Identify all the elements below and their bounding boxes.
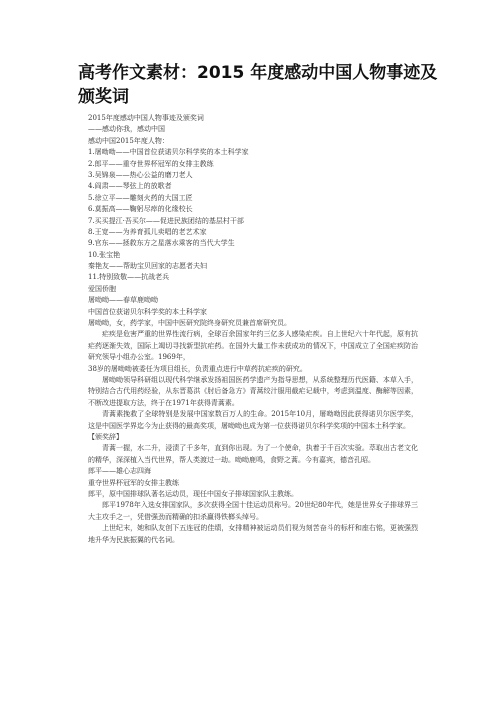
- list-item: 1.屠呦呦——中国首位获诺贝尔科学奖的本土科学家: [88, 148, 249, 157]
- paragraph: 青蒿素挽救了全球特别是发展中国家数百万人的生命。2015年10月，屠呦呦因此获得诺贝尔医学奖，这是中国医学界迄今为止获得的最高奖项，屠呦呦也成为第一位获得诺贝尔科学奖项的中国本土科学家。: [88, 410, 418, 430]
- section-subheading: 重夺世界杯冠军的女排主教练: [88, 478, 179, 487]
- document-title: 高考作文素材：2015 年度感动中国人物事迹及颁奖词: [78, 63, 438, 107]
- section-subheading: 中国首位获诺贝尔科学奖的本土科学家: [88, 307, 207, 316]
- text-line: 感动中国2015年度人物：: [88, 136, 169, 145]
- list-item: 11.特别致敬——抗战老兵: [88, 273, 170, 282]
- text-line: 2015年度感动中国人物事迹及颁奖词: [88, 114, 204, 122]
- list-item: 8.王宽——为养育孤儿卖唱的老艺术家: [88, 227, 207, 236]
- award-heading: 【颁奖辞】: [88, 433, 123, 442]
- list-item: 2.郎平——重夺世界杯冠军的女排主教练: [88, 159, 214, 168]
- paragraph: 上世纪末，她和队友创下五连冠的佳绩，女排精神被运动员们视为刻苦奋斗的标杆和座右铭，更被强烈地升华为民族振翼的代名词。: [88, 524, 418, 544]
- section-heading: 屠呦呦——春草鹿呦呦: [88, 296, 158, 305]
- paragraph: 疟疾是危害严重的世界性流行病，全球百余国家年约三亿多人感染疟疾。自上世纪六十年代起，原有抗疟药逐渐失效，国际上竭切寻找新型抗疟药。在国外大量工作未获成功的情况下，中国成立了全国疟疾防治研究领导小组办公室。1969年，: [88, 330, 418, 362]
- list-item: 5.徐立平——雕刻火药的大国工匠: [88, 193, 193, 202]
- text-line: ——感动你我，感动中国: [88, 125, 165, 134]
- paragraph: 屠呦呦领导科研组以现代科学继承发扬祖国医药学遗产为指导思想，从系统整理历代医籍、本草入手，特别结合古代用药经验，从东晋葛洪《肘后备急方》青蒿绞汁服用截疟记载中，考虑到温度、酶解等因素，不断改进提取方法，终于在1971年获得青蒿素。: [88, 376, 418, 407]
- text-line: 屠呦呦，女，药学家，中国中医研究院终身研究员兼首席研究员。: [88, 319, 291, 328]
- list-item: 4.阎肃——琴弦上的放歌者: [88, 182, 172, 191]
- list-item: 秦艳友——帮助宝贝回家的志愿者夫妇: [88, 262, 207, 271]
- section-heading: 郎平——雄心志四海: [88, 467, 151, 476]
- document-body: [88, 113, 418, 546]
- list-item: 7.买买提江·吾买尔——促进民族团结的基层村干部: [88, 216, 244, 225]
- list-item: 3.吴锦泉——热心公益的磨刀老人: [88, 170, 193, 179]
- award-text: 青蒿一握，水二升，浸渍了千多年，直到你出现。为了一个使命，执着于千百次实验。萃取出古老文化的精华，深深植入当代世界，帮人类渡过一劫。呦呦鹿鸣，食野之蒿。今有嘉宾，德音孔昭。: [88, 444, 418, 464]
- text-line: 38岁的屠呦呦被委任为项目组长，负责重点进行中草药抗疟疾的研究。: [88, 364, 307, 373]
- list-item: 9.官东——拯救东方之星落水乘客的当代大学生: [88, 239, 235, 248]
- paragraph: 郎平1978年入选女排国家队，多次获得全国十佳运动员称号。20世纪80年代，她是世界女子排球界三大主攻手之一，凭借强劲而精确的扣杀赢得铁榔头绰号。: [88, 501, 418, 521]
- text-line: 郎平，原中国排球队著名运动员，现任中国女子排球国家队主教练。: [88, 490, 298, 499]
- list-item: 6.莫振高——鞠躬尽瘁的化缘校长: [88, 205, 193, 214]
- list-item: 10.张宝艳: [88, 250, 121, 259]
- list-item: 爱国侨胞: [88, 284, 116, 293]
